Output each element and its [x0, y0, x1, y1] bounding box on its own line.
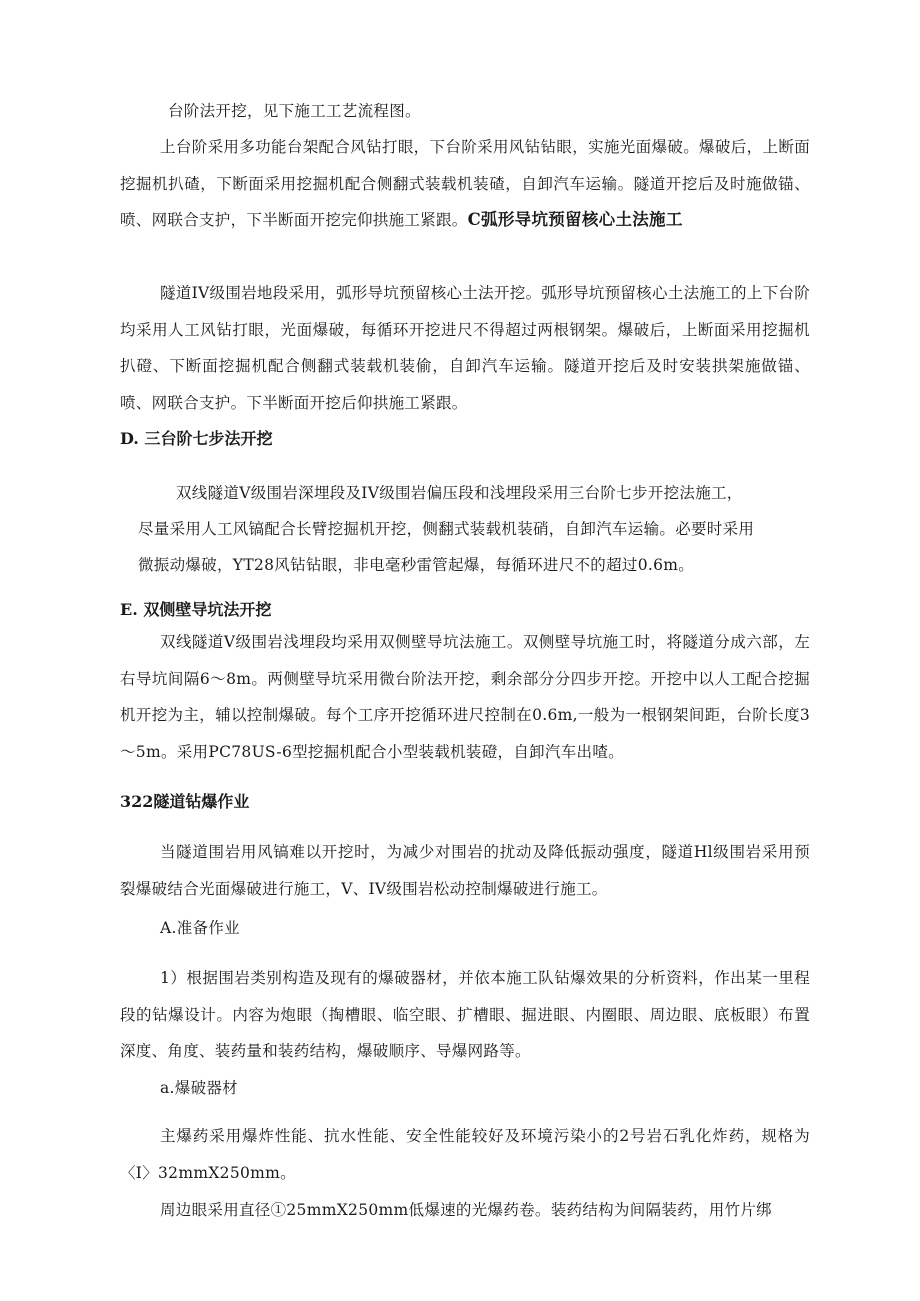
subheading-blasting-materials: a.爆破器材 — [160, 1079, 238, 1097]
paragraph-three-bench-line2: 尽量采用人工风镐配合长臂挖掘机开挖，侧翻式装载机装硝，自卸汽车运输。必要时采用 — [138, 520, 755, 538]
paragraph-text: 上台阶采用多功能台架配合风钻打眼，下台阶采用风钻钻眼，实施光面爆破。爆破后，上断面挖掘机扒碴，下断面采用挖掘机配合侧翻式装载机装碴，自卸汽车运输。隧道开挖后及时施做锚、喷、网联合支护，下半断面开挖完仰拱施工紧跟。 — [120, 138, 810, 229]
subheading-preparation: A.准备作业 — [160, 919, 240, 937]
paragraph-drill-blast-intro — [120, 834, 810, 907]
paragraph-blast-design — [120, 960, 810, 1070]
section-heading-c: C弧形导坑预留核心土法施工 — [467, 210, 683, 229]
paragraph-core-soil-method — [120, 275, 810, 421]
paragraph-bench-method-intro — [120, 93, 810, 130]
paragraph-bench-method-detail — [120, 129, 810, 239]
paragraph-text: 台阶法开挖，见下施工工艺流程图。 — [168, 102, 421, 120]
paragraph-text: 当隧道围岩用风镐难以开挖时，为减少对围岩的扰动及降低振动强度，隧道Hl级围岩采用预裂爆破结合光面爆破进行施工，V、IV级围岩松动控制爆破进行施工。 — [120, 843, 810, 898]
paragraph-text: 1）根据围岩类别构造及现有的爆破器材，并依本施工队钻爆效果的分析资料，作出某一里程段的钻爆设计。内容为炮眼（掏槽眼、临空眼、扩槽眼、掘进眼、内圈眼、周边眼、底板眼）布置深度、角度、装药量和装药结构，爆破顺序、导爆网路等。 — [120, 969, 810, 1060]
section-heading-d: D. 三台阶七步法开挖 — [120, 429, 273, 448]
paragraph-double-side-drift — [120, 624, 810, 770]
paragraph-text: 双线隧道V级围岩浅埋段均采用双侧壁导坑法施工。双侧壁导坑施工时，将隧道分成六部，左右导坑间隔6～8m。两侧壁导坑采用微台阶法开挖，剩余部分分四步开挖。开挖中以人工配合挖掘机开挖为主，辅以控制爆破。每个工序开挖循环进尺控制在0.6m,一般为一根钢架间距，台阶长度3～5m。采用PC78US-6型挖掘机配合小型装载机装磴，自卸汽车出喳。 — [120, 633, 810, 761]
paragraph-main-explosive — [120, 1118, 810, 1191]
section-heading-e: E. 双侧壁导坑法开挖 — [120, 600, 272, 619]
paragraph-text: 隧道IV级围岩地段采用，弧形导坑预留核心土法开挖。弧形导坑预留核心土法施工的上下台阶均采用人工风钻打眼，光面爆破，每循环开挖进尺不得超过两根钢架。爆破后，上断面采用挖掘机扒磴、下断面挖掘机配合侧翻式装载机装偷，自卸汽车运输。隧道开挖后及时安装拱架施做锚、喷、网联合支护。下半断面开挖后仰拱施工紧跟。 — [120, 284, 810, 412]
paragraph-text: 周边眼采用直径①25mmX250mm低爆速的光爆药卷。装药结构为间隔装药，用竹片绑 — [160, 1201, 772, 1219]
paragraph-perimeter-holes — [120, 1192, 810, 1229]
section-heading-322: 322隧道钻爆作业 — [120, 792, 250, 811]
paragraph-three-bench-line1: 双线隧道V级围岩深埋段及IV级围岩偏压段和浅埋段采用三台阶七步开挖法施工， — [176, 484, 743, 502]
paragraph-three-bench-line3: 微振动爆破，YT28风钻钻眼，非电毫秒雷管起爆，每循环进尺不的超过0.6m。 — [138, 556, 695, 574]
paragraph-text: 主爆药采用爆炸性能、抗水性能、安全性能较好及环境污染小的2号岩石乳化炸药，规格为〈I〉32mmX250mm。 — [120, 1127, 810, 1182]
